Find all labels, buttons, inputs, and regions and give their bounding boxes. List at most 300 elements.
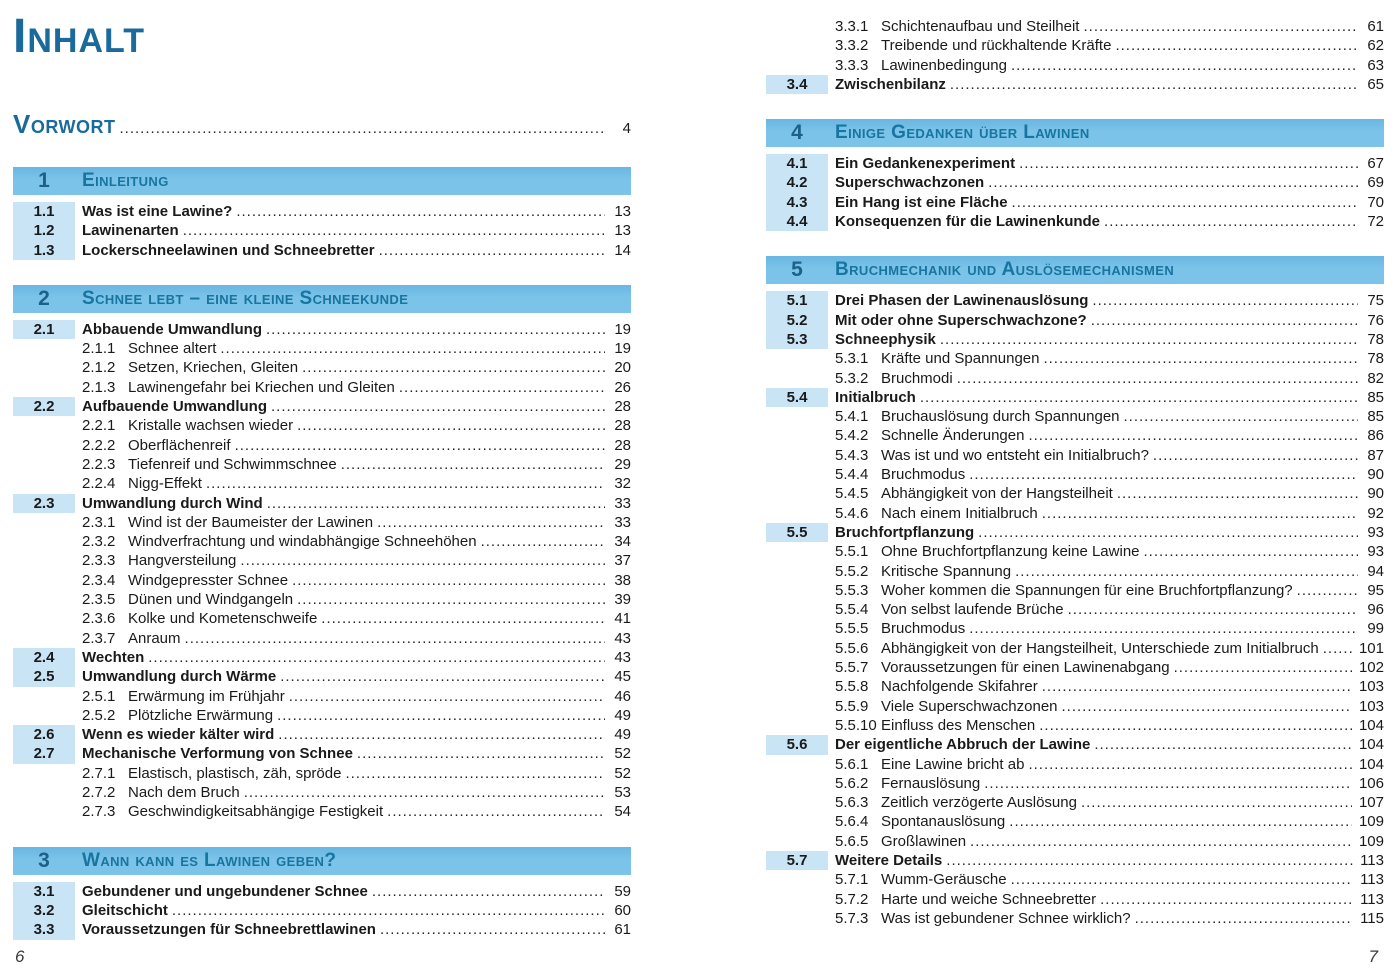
- toc-entry: [13, 532, 631, 551]
- dot-leader-icon: [202, 475, 605, 492]
- entry-number: 3.4: [766, 75, 828, 94]
- dot-leader-icon: [144, 649, 605, 666]
- entry-label: Dünen und Windgangeln: [128, 591, 294, 609]
- dot-leader-icon: [1024, 427, 1358, 444]
- entry-label: Weitere Details: [835, 851, 943, 869]
- dot-leader-icon: [1011, 563, 1358, 580]
- section-number: 2: [38, 286, 50, 310]
- toc-list-right: [766, 17, 1384, 928]
- entry-page: 65: [1367, 75, 1384, 93]
- toc-entry: [766, 56, 1384, 75]
- dot-leader-icon: [953, 370, 1358, 387]
- entry-text: [881, 619, 1358, 638]
- entry-label: Windverfrachtung und windabhängige Schneehöhen: [128, 533, 477, 551]
- toc-entry: [766, 465, 1384, 484]
- entry-label: Schneephysik: [835, 330, 936, 348]
- toc-entry: [13, 339, 631, 358]
- toc-entry: [13, 882, 631, 901]
- entry-number: 5.6.1: [835, 755, 869, 773]
- entry-label: Nigg-Effekt: [128, 475, 202, 493]
- entry-text: [881, 658, 1352, 677]
- entry-number: 5.6: [766, 735, 828, 754]
- toc-entry: [766, 484, 1384, 503]
- dot-leader-icon: [1035, 717, 1352, 734]
- entry-label: Schichtenaufbau und Steilheit: [881, 18, 1080, 35]
- section-header: [13, 847, 631, 875]
- entry-label: Lawinenbedingung: [881, 56, 1007, 74]
- toc-entry: [766, 36, 1384, 55]
- dot-leader-icon: [942, 852, 1353, 869]
- entry-label: Spontanauslösung: [881, 813, 1006, 831]
- entry-text: [881, 542, 1358, 561]
- entry-page: 26: [614, 378, 631, 396]
- entry-page: 82: [1367, 369, 1384, 387]
- dot-leader-icon: [337, 456, 605, 473]
- entry-text: [881, 369, 1358, 388]
- toc-entry: [13, 397, 631, 416]
- entry-number: 2.7.3: [82, 803, 116, 821]
- toc-entry: [13, 764, 631, 783]
- entry-page: 113: [1360, 871, 1384, 889]
- entry-label: Wumm-Geräusche: [881, 871, 1007, 889]
- entry-text: [881, 465, 1358, 484]
- entry-text: [82, 320, 605, 339]
- dot-leader-icon: [317, 610, 605, 627]
- entry-page: 28: [614, 417, 631, 435]
- entry-label: Umwandlung durch Wärme: [82, 668, 277, 686]
- toc-entry: [766, 291, 1384, 310]
- entry-number: 2.5.1: [82, 687, 116, 705]
- entry-page: 62: [1367, 37, 1384, 55]
- entry-page: 29: [614, 455, 631, 473]
- toc-entry: [766, 407, 1384, 426]
- front-matter-page: 4: [622, 120, 631, 137]
- entry-number: 5.5.7: [835, 659, 869, 677]
- entry-page: 13: [614, 222, 631, 240]
- dot-leader-icon: [1293, 582, 1358, 599]
- entry-number: 1.3: [13, 241, 75, 260]
- toc-entry: [766, 446, 1384, 465]
- entry-page: 20: [614, 359, 631, 377]
- entry-label: Superschwachzonen: [835, 174, 985, 192]
- dot-leader-icon: [231, 437, 605, 454]
- entry-label: Was ist gebundener Schnee wirklich?: [881, 909, 1131, 927]
- entry-text: [881, 716, 1352, 735]
- dot-leader-icon: [116, 120, 605, 137]
- entry-text: [82, 202, 605, 221]
- entry-label: Mechanische Verformung von Schnee: [82, 745, 353, 763]
- entry-text: [128, 474, 605, 493]
- dot-leader-icon: [1007, 57, 1358, 74]
- entry-label: Lockerschneelawinen und Schneebretter: [82, 241, 375, 259]
- entry-text: [881, 36, 1358, 55]
- entry-text: [835, 75, 1358, 94]
- section-number: 3: [38, 848, 50, 872]
- entry-number: 2.3.3: [82, 552, 116, 570]
- toc-entry: [766, 562, 1384, 581]
- entry-text: [881, 426, 1358, 445]
- dot-leader-icon: [1087, 312, 1358, 329]
- entry-number: 5.4.3: [835, 446, 869, 464]
- entry-page: 107: [1358, 794, 1384, 812]
- dot-leader-icon: [274, 726, 605, 743]
- entry-text: [835, 311, 1358, 330]
- toc-entry: [13, 378, 631, 397]
- entry-text: [128, 802, 605, 821]
- entry-page: 106: [1358, 774, 1384, 792]
- toc-entry: [766, 619, 1384, 638]
- dot-leader-icon: [1024, 756, 1352, 773]
- entry-page: 53: [614, 784, 631, 802]
- entry-number: 5.5.5: [835, 620, 869, 638]
- entry-number: 1.2: [13, 221, 75, 240]
- dot-leader-icon: [298, 359, 605, 376]
- dot-leader-icon: [1038, 505, 1358, 522]
- dot-leader-icon: [373, 514, 605, 531]
- toc-entry: [13, 590, 631, 609]
- dot-leader-icon: [1090, 736, 1352, 753]
- dot-leader-icon: [285, 688, 605, 705]
- entry-number: 2.3: [13, 494, 75, 513]
- entry-page: 96: [1367, 601, 1384, 619]
- entry-page: 41: [614, 610, 631, 628]
- section-header: [766, 119, 1384, 147]
- entry-text: [881, 17, 1358, 36]
- entry-page: 43: [614, 629, 631, 647]
- toc-entry: [13, 513, 631, 532]
- entry-page: 113: [1360, 851, 1384, 869]
- entry-number: 5.7.3: [835, 909, 869, 927]
- entry-label: Fernauslösung: [881, 774, 981, 792]
- toc-entry: [13, 455, 631, 474]
- toc-entry: [766, 504, 1384, 523]
- entry-page: 61: [1367, 18, 1384, 35]
- dot-leader-icon: [1077, 794, 1352, 811]
- toc-entry: [13, 202, 631, 221]
- entry-page: 34: [614, 533, 631, 551]
- toc-entry: [766, 697, 1384, 716]
- dot-leader-icon: [477, 533, 605, 550]
- entry-label: Initialbruch: [835, 388, 916, 406]
- entry-text: [835, 851, 1353, 870]
- entry-text: [128, 783, 605, 802]
- front-matter-label: Vorwort: [13, 111, 116, 139]
- entry-text: [82, 648, 605, 667]
- entry-text: [82, 397, 605, 416]
- entry-label: Plötzliche Erwärmung: [128, 706, 274, 724]
- toc-entry: [766, 311, 1384, 330]
- section-title: Wann kann es Lawinen geben?: [82, 849, 337, 871]
- entry-text: [881, 581, 1358, 600]
- toc-entry: [766, 870, 1384, 889]
- toc-entry: [13, 744, 631, 763]
- dot-leader-icon: [1319, 640, 1352, 657]
- entry-number: 5.5.3: [835, 581, 869, 599]
- entry-text: [881, 755, 1352, 774]
- front-matter-entry: [13, 111, 631, 142]
- entry-label: Was ist und wo entsteht ein Initialbruch?: [881, 446, 1149, 464]
- front-matter-text: [13, 111, 605, 142]
- toc-entry: [13, 571, 631, 590]
- toc-entry: [13, 320, 631, 339]
- toc-entry: [13, 609, 631, 628]
- toc-entry: [13, 920, 631, 939]
- entry-page: 14: [614, 241, 631, 259]
- entry-label: Windgepresster Schnee: [128, 571, 289, 589]
- entry-page: 61: [614, 921, 631, 939]
- toc-entry: [766, 677, 1384, 696]
- dot-leader-icon: [263, 495, 605, 512]
- dot-leader-icon: [1096, 891, 1353, 908]
- entry-number: 2.1: [13, 320, 75, 339]
- entry-number: 2.4: [13, 648, 75, 667]
- entry-label: Zwischenbilanz: [835, 75, 946, 93]
- entry-text: [881, 909, 1353, 928]
- entry-label: Drei Phasen der Lawinenauslösung: [835, 292, 1089, 310]
- entry-page: 93: [1367, 523, 1384, 541]
- section-header: [766, 256, 1384, 284]
- entry-number: 5.4.5: [835, 485, 869, 503]
- dot-leader-icon: [293, 417, 605, 434]
- dot-leader-icon: [1111, 37, 1358, 54]
- dot-leader-icon: [1015, 155, 1358, 172]
- toc-entry: [13, 901, 631, 920]
- entry-text: [82, 725, 605, 744]
- entry-label: Elastisch, plastisch, zäh, spröde: [128, 764, 342, 782]
- dot-leader-icon: [1170, 659, 1352, 676]
- entry-label: Eine Lawine bricht ab: [881, 755, 1025, 773]
- entry-number: 2.2.3: [82, 455, 116, 473]
- entry-page: 28: [614, 398, 631, 416]
- entry-text: [82, 920, 605, 939]
- entry-label: Lawinenarten: [82, 222, 179, 240]
- entry-number: 5.5.10: [835, 716, 877, 734]
- entry-text: [881, 793, 1352, 812]
- dot-leader-icon: [1131, 910, 1354, 927]
- entry-text: [881, 349, 1358, 368]
- entry-label: Aufbauende Umwandlung: [82, 398, 267, 416]
- entry-text: [881, 56, 1358, 75]
- entry-text: [128, 358, 605, 377]
- entry-number: 4.3: [766, 193, 828, 212]
- section-number: 1: [38, 169, 50, 192]
- entry-label: Viele Superschwachzonen: [881, 697, 1058, 715]
- entry-text: [128, 687, 605, 706]
- entry-label: Nach einem Initialbruch: [881, 504, 1038, 522]
- entry-number: 5.6.4: [835, 813, 869, 831]
- entry-text: [835, 193, 1358, 212]
- dot-leader-icon: [181, 630, 605, 647]
- entry-text: [128, 416, 605, 435]
- entry-page: 78: [1367, 350, 1384, 368]
- entry-number: 2.5.2: [82, 706, 116, 724]
- entry-label: Lawinengefahr bei Kriechen und Gleiten: [128, 378, 395, 396]
- entry-text: [835, 330, 1358, 349]
- dot-leader-icon: [293, 591, 605, 608]
- entry-label: Großlawinen: [881, 832, 967, 850]
- entry-text: [881, 774, 1352, 793]
- toc-entry: [766, 426, 1384, 445]
- entry-label: Harte und weiche Schneebretter: [881, 890, 1097, 908]
- entry-label: Gleitschicht: [82, 901, 168, 919]
- entry-page: 63: [1367, 56, 1384, 74]
- entry-number: 5.4: [766, 388, 828, 407]
- entry-label: Oberflächenreif: [128, 436, 231, 454]
- dot-leader-icon: [1149, 447, 1358, 464]
- toc-entry: [766, 542, 1384, 561]
- toc-entry: [13, 802, 631, 821]
- dot-leader-icon: [262, 321, 605, 338]
- dot-leader-icon: [216, 340, 605, 357]
- entry-number: 2.1.1: [82, 340, 116, 358]
- entry-label: Abhängigkeit von der Hangsteilheit, Unterschiede zum Initialbruch: [881, 639, 1319, 657]
- toc-entry: [13, 667, 631, 686]
- entry-text: [881, 812, 1352, 831]
- toc-entry: [766, 523, 1384, 542]
- entry-number: 2.1.2: [82, 359, 116, 377]
- entry-page: 104: [1358, 716, 1384, 734]
- entry-number: 2.2.1: [82, 417, 116, 435]
- entry-label: Ein Hang ist eine Fläche: [835, 193, 1008, 211]
- entry-number: 5.6.5: [835, 832, 869, 850]
- toc-entry: [13, 221, 631, 240]
- entry-number: 5.3.2: [835, 369, 869, 387]
- entry-label: Ein Gedankenexperiment: [835, 155, 1016, 173]
- toc-entry: [766, 349, 1384, 368]
- section-header: [13, 167, 631, 195]
- toc-entry: [766, 735, 1384, 754]
- entry-number: 5.7.2: [835, 890, 869, 908]
- dot-leader-icon: [1039, 350, 1358, 367]
- dot-leader-icon: [966, 833, 1352, 850]
- toc-entry: [766, 851, 1384, 870]
- dot-leader-icon: [980, 775, 1352, 792]
- toc-entry: [13, 725, 631, 744]
- toc-entry: [766, 812, 1384, 831]
- entry-label: Kristalle wachsen wieder: [128, 417, 294, 435]
- entry-text: [128, 378, 605, 397]
- entry-page: 76: [1367, 311, 1384, 329]
- entry-page: 72: [1367, 213, 1384, 231]
- entry-page: 90: [1367, 485, 1384, 503]
- entry-number: 5.4.2: [835, 427, 869, 445]
- dot-leader-icon: [974, 524, 1358, 541]
- dot-leader-icon: [1113, 485, 1358, 502]
- toc-entry: [766, 330, 1384, 349]
- toc-entry: [13, 494, 631, 513]
- entry-label: Gebundener und ungebundener Schnee: [82, 882, 368, 900]
- entry-label: Von selbst laufende Brüche: [881, 601, 1064, 619]
- toc-entry: [766, 793, 1384, 812]
- toc-entry: [766, 212, 1384, 231]
- section-number: 4: [791, 121, 803, 145]
- entry-text: [128, 706, 605, 725]
- entry-page: 70: [1367, 193, 1384, 211]
- entry-number: 5.1: [766, 291, 828, 310]
- dot-leader-icon: [1008, 194, 1358, 211]
- entry-text: [881, 484, 1358, 503]
- dot-leader-icon: [232, 203, 605, 220]
- entry-label: Einfluss des Menschen: [881, 716, 1036, 734]
- dot-leader-icon: [168, 902, 605, 919]
- footer-page-number-left: 6: [15, 947, 25, 966]
- entry-page: 49: [614, 706, 631, 724]
- entry-page: 37: [614, 552, 631, 570]
- entry-label: Wenn es wieder kälter wird: [82, 726, 275, 744]
- entry-page: 28: [614, 436, 631, 454]
- toc-entry: [13, 416, 631, 435]
- entry-text: [82, 221, 605, 240]
- dot-leader-icon: [1120, 408, 1358, 425]
- entry-page: 75: [1367, 292, 1384, 310]
- dot-leader-icon: [946, 76, 1358, 93]
- toc-entry: [766, 774, 1384, 793]
- entry-number: 5.5: [766, 523, 828, 542]
- entry-text: [128, 532, 605, 551]
- dot-leader-icon: [383, 803, 605, 820]
- dot-leader-icon: [288, 572, 605, 589]
- entry-page: 94: [1367, 562, 1384, 580]
- entry-number: 5.4.6: [835, 504, 869, 522]
- toc-entry: [13, 474, 631, 493]
- dot-leader-icon: [936, 331, 1358, 348]
- entry-text: [128, 339, 605, 358]
- entry-number: 3.2: [13, 901, 75, 920]
- entry-label: Bruchfortpflanzung: [835, 523, 975, 541]
- entry-text: [835, 291, 1358, 310]
- entry-page: 103: [1358, 697, 1384, 715]
- entry-page: 54: [614, 803, 631, 821]
- dot-leader-icon: [376, 921, 605, 938]
- entry-number: 4.1: [766, 154, 828, 173]
- entry-number: 3.3: [13, 920, 75, 939]
- toc-entry: [766, 890, 1384, 909]
- entry-page: 90: [1367, 466, 1384, 484]
- entry-number: 5.7.1: [835, 871, 869, 889]
- toc-entry: [766, 75, 1384, 94]
- entry-page: 102: [1358, 659, 1384, 677]
- toc-list-left: [13, 167, 631, 940]
- entry-number: 5.3: [766, 330, 828, 349]
- dot-leader-icon: [353, 745, 605, 762]
- section-title: Einleitung: [82, 170, 169, 191]
- section-header: [13, 285, 631, 313]
- entry-number: 2.3.5: [82, 591, 116, 609]
- entry-page: 39: [614, 591, 631, 609]
- entry-text: [128, 513, 605, 532]
- entry-label: Abbauende Umwandlung: [82, 320, 262, 338]
- entry-page: 69: [1367, 174, 1384, 192]
- entry-page: 109: [1358, 832, 1384, 850]
- dot-leader-icon: [276, 668, 605, 685]
- toc-entry: [13, 436, 631, 455]
- entry-text: [835, 523, 1358, 542]
- toc-entry: [13, 241, 631, 260]
- entry-label: Konsequenzen für die Lawinenkunde: [835, 213, 1101, 231]
- entry-label: Voraussetzungen für Schneebrettlawinen: [82, 921, 376, 939]
- entry-text: [881, 446, 1358, 465]
- entry-text: [128, 609, 605, 628]
- entry-label: Bruchmodus: [881, 466, 966, 484]
- entry-number: 2.2: [13, 397, 75, 416]
- entry-text: [835, 388, 1358, 407]
- entry-number: 2.7.2: [82, 784, 116, 802]
- entry-label: Abhängigkeit von der Hangsteilheit: [881, 485, 1113, 503]
- entry-text: [881, 639, 1352, 658]
- entry-label: Setzen, Kriechen, Gleiten: [128, 359, 299, 377]
- entry-page: 19: [614, 320, 631, 338]
- entry-page: 86: [1367, 427, 1384, 445]
